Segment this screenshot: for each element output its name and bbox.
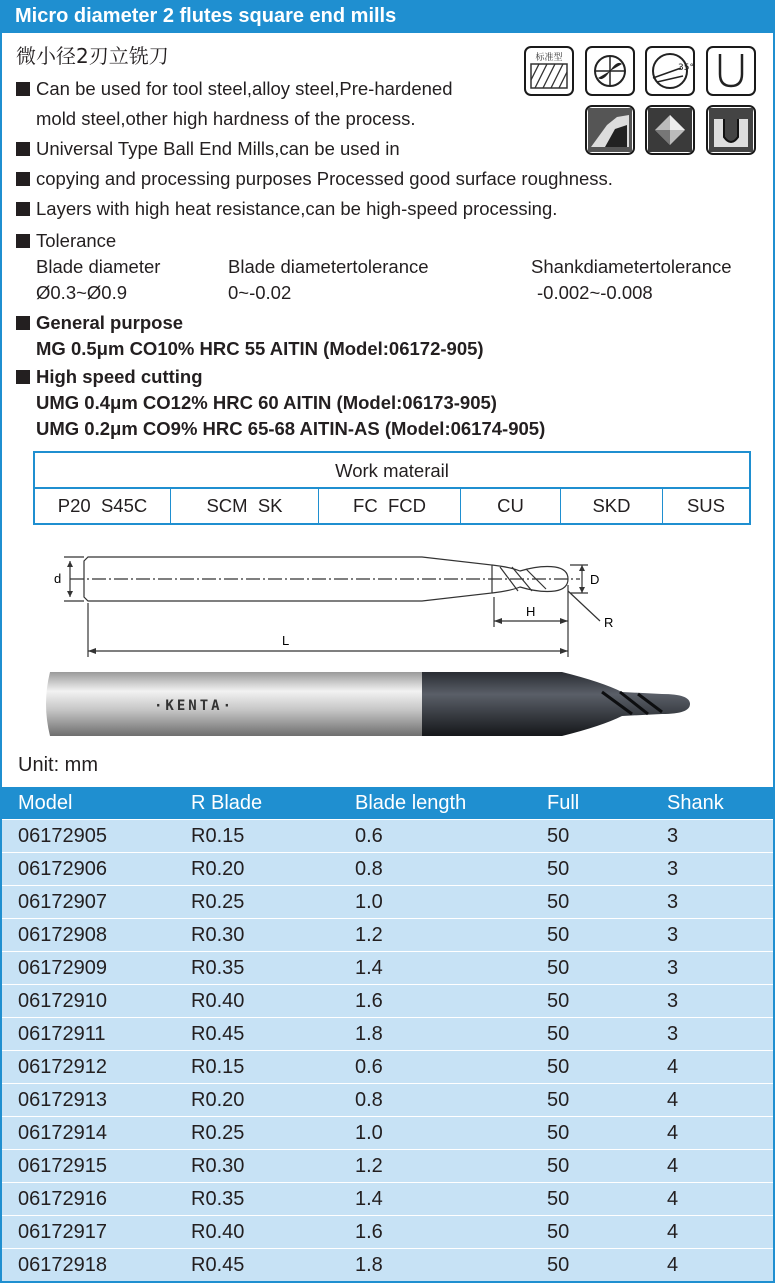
cell-shank: 3: [667, 825, 679, 847]
feature-item-continued: mold steel,other high hardness of the process.: [36, 108, 416, 129]
svg-text:R: R: [604, 615, 614, 630]
table-row: [2, 1083, 773, 1116]
svg-text:L: L: [282, 633, 290, 648]
cell-r-blade: R0.40: [191, 990, 245, 1012]
cell-full: 50: [547, 1254, 570, 1276]
cell-r-blade: R0.20: [191, 858, 245, 880]
table-row: [2, 852, 773, 885]
cell-blade-length: 1.2: [355, 924, 383, 946]
cell-shank: 4: [667, 1188, 679, 1210]
cell-full: 50: [547, 891, 570, 913]
work-material-cell: P20 S45C: [35, 489, 171, 523]
cell-r-blade: R0.15: [191, 825, 245, 847]
cell-model: 06172909: [18, 957, 107, 979]
blade-diameter-value: Ø0.3~Ø0.9: [36, 282, 128, 303]
cell-r-blade: R0.15: [191, 1056, 245, 1078]
cell-shank: 3: [667, 1023, 679, 1045]
cell-r-blade: R0.35: [191, 957, 245, 979]
cell-full: 50: [547, 858, 570, 880]
cell-blade-length: 0.8: [355, 858, 383, 880]
svg-text:D: D: [590, 572, 600, 587]
feature-item: Layers with high heat resistance,can be high-speed processing.: [16, 194, 716, 224]
cell-r-blade: R0.30: [191, 924, 245, 946]
slot-milling-icon: [706, 105, 756, 155]
feature-item: Can be used for tool steel,alloy steel,Pre-hardened: [16, 74, 716, 104]
cell-model: 06172918: [18, 1254, 107, 1276]
bullet-square-icon: [16, 234, 30, 248]
high-speed-heading: High speed cutting: [16, 364, 203, 390]
blade-diameter-label: Blade diameter: [36, 256, 161, 277]
blade-tolerance-value: 0~-0.02: [228, 282, 292, 303]
bullet-square-icon: [16, 82, 30, 96]
work-material-table: [33, 451, 751, 525]
cell-model: 06172906: [18, 858, 107, 880]
cell-full: 50: [547, 1122, 570, 1144]
feature-icons: [524, 46, 756, 158]
cell-blade-length: 1.8: [355, 1254, 383, 1276]
cell-r-blade: R0.45: [191, 1254, 245, 1276]
spec-table-header: [2, 787, 773, 819]
table-row: [2, 984, 773, 1017]
table-row: [2, 1215, 773, 1248]
cell-r-blade: R0.30: [191, 1155, 245, 1177]
two-flute-cross-section-icon: [585, 46, 635, 96]
bullet-square-icon: [16, 316, 30, 330]
general-purpose-spec: MG 0.5μm CO10% HRC 55 AITIN (Model:06172-905): [36, 338, 484, 359]
cell-blade-length: 1.6: [355, 990, 383, 1012]
feature-item: Universal Type Ball End Mills,can be used in: [16, 134, 716, 164]
cell-shank: 3: [667, 891, 679, 913]
cell-blade-length: 1.8: [355, 1023, 383, 1045]
cell-full: 50: [547, 1155, 570, 1177]
cell-r-blade: R0.40: [191, 1221, 245, 1243]
svg-text:35°: 35°: [678, 63, 693, 73]
cell-blade-length: 1.0: [355, 1122, 383, 1144]
cell-model: 06172915: [18, 1155, 107, 1177]
bullet-square-icon: [16, 142, 30, 156]
cell-full: 50: [547, 990, 570, 1012]
table-row: [2, 1149, 773, 1182]
cell-r-blade: R0.20: [191, 1089, 245, 1111]
cell-model: 06172916: [18, 1188, 107, 1210]
cell-full: 50: [547, 825, 570, 847]
work-material-cell: SCM SK: [171, 489, 319, 523]
cell-model: 06172912: [18, 1056, 107, 1078]
high-speed-spec: UMG 0.2μm CO9% HRC 65-68 AITIN-AS (Model:06174-905): [36, 418, 546, 439]
table-row: [2, 918, 773, 951]
header-r-blade: R Blade: [191, 792, 263, 814]
chinese-title: 微小径2刃立铣刀: [16, 44, 169, 68]
table-row: [2, 1248, 773, 1281]
table-row: [2, 1050, 773, 1083]
cell-blade-length: 0.8: [355, 1089, 383, 1111]
cell-full: 50: [547, 1089, 570, 1111]
cell-full: 50: [547, 1221, 570, 1243]
technical-drawing: [40, 545, 660, 670]
unit-label: Unit: mm: [18, 754, 98, 776]
cell-shank: 4: [667, 1122, 679, 1144]
u-groove-icon: [706, 46, 756, 96]
standard-type-icon: [524, 46, 574, 96]
cell-r-blade: R0.45: [191, 1023, 245, 1045]
bullet-square-icon: [16, 370, 30, 384]
table-row: [2, 951, 773, 984]
table-row: [2, 1017, 773, 1050]
cell-shank: 4: [667, 1089, 679, 1111]
cell-blade-length: 1.6: [355, 1221, 383, 1243]
side-milling-icon: [585, 105, 635, 155]
header-shank: Shank: [667, 792, 724, 814]
table-row: [2, 885, 773, 918]
cell-r-blade: R0.35: [191, 1188, 245, 1210]
blade-tolerance-label: Blade diametertolerance: [228, 256, 429, 277]
cell-model: 06172917: [18, 1221, 107, 1243]
cell-model: 06172910: [18, 990, 107, 1012]
cell-blade-length: 1.0: [355, 891, 383, 913]
bullet-square-icon: [16, 202, 30, 216]
cell-shank: 3: [667, 858, 679, 880]
general-purpose-heading: General purpose: [16, 310, 183, 336]
cell-shank: 4: [667, 1221, 679, 1243]
work-material-row: [35, 489, 749, 523]
svg-text:H: H: [526, 604, 536, 619]
bullet-square-icon: [16, 172, 30, 186]
high-speed-spec: UMG 0.4μm CO12% HRC 60 AITIN (Model:06173-905): [36, 392, 497, 413]
cell-model: 06172914: [18, 1122, 107, 1144]
shank-tolerance-value: -0.002~-0.008: [537, 282, 653, 303]
header-blade-length: Blade length: [355, 792, 467, 814]
cell-model: 06172913: [18, 1089, 107, 1111]
cell-shank: 4: [667, 1254, 679, 1276]
cell-shank: 3: [667, 924, 679, 946]
cell-blade-length: 1.4: [355, 957, 383, 979]
table-row: [2, 1116, 773, 1149]
work-material-cell: CU: [461, 489, 561, 523]
cell-full: 50: [547, 1056, 570, 1078]
cell-model: 06172908: [18, 924, 107, 946]
table-row: [2, 1182, 773, 1215]
cell-full: 50: [547, 1188, 570, 1210]
cell-full: 50: [547, 957, 570, 979]
work-material-cell: SKD: [561, 489, 663, 523]
cell-blade-length: 1.2: [355, 1155, 383, 1177]
brand-mark: ·KENTA·: [154, 698, 235, 714]
cell-r-blade: R0.25: [191, 1122, 245, 1144]
cell-blade-length: 0.6: [355, 1056, 383, 1078]
cell-blade-length: 0.6: [355, 825, 383, 847]
cell-shank: 4: [667, 1056, 679, 1078]
cell-full: 50: [547, 924, 570, 946]
header-full: Full: [547, 792, 580, 814]
table-row: [2, 819, 773, 852]
product-photo: [42, 668, 702, 740]
cell-full: 50: [547, 1023, 570, 1045]
svg-text:标准型: 标准型: [535, 53, 563, 63]
page-title: Micro diameter 2 flutes square end mills: [0, 0, 775, 33]
cell-r-blade: R0.25: [191, 891, 245, 913]
cell-blade-length: 1.4: [355, 1188, 383, 1210]
cell-shank: 3: [667, 957, 679, 979]
tolerance-heading: Tolerance: [16, 228, 116, 254]
work-material-cell: FC FCD: [319, 489, 461, 523]
spec-table: [2, 787, 773, 1281]
cell-model: 06172907: [18, 891, 107, 913]
shank-tolerance-label: Shankdiametertolerance: [531, 256, 732, 277]
feature-item: copying and processing purposes Processed good surface roughness.: [16, 164, 716, 194]
header-model: Model: [18, 792, 73, 814]
cell-model: 06172905: [18, 825, 107, 847]
helix-angle-35-icon: [645, 46, 695, 96]
cell-shank: 3: [667, 990, 679, 1012]
cell-shank: 4: [667, 1155, 679, 1177]
spec-table-body: [2, 819, 773, 1281]
work-material-heading: Work materail: [35, 453, 749, 489]
face-milling-icon: [645, 105, 695, 155]
work-material-cell: SUS: [686, 495, 726, 516]
cell-model: 06172911: [18, 1023, 106, 1045]
svg-text:d: d: [54, 571, 62, 586]
